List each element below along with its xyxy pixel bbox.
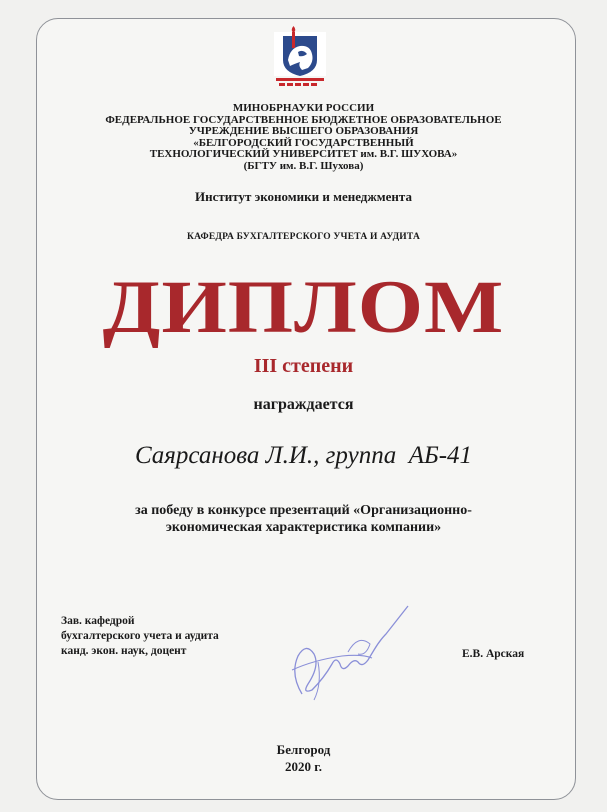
org-line-3: «БЕЛГОРОДСКИЙ ГОСУДАРСТВЕННЫЙ xyxy=(193,136,414,149)
issue-city: Белгород xyxy=(276,742,331,757)
signatory-line-3: канд. экон. наук, доцент xyxy=(61,645,187,657)
issue-place-date xyxy=(0,741,607,775)
university-logo-icon xyxy=(270,26,330,88)
institute-name: Институт экономики и менеджмента xyxy=(195,189,412,204)
awarded-label: награждается xyxy=(253,396,354,413)
org-abbrev-line: (БГТУ им. В.Г. Шухова) xyxy=(243,159,364,172)
recipient-name: Саярсанова Л.И., группа АБ-41 xyxy=(134,442,473,469)
signatory-line-2: бухгалтерского учета и аудита xyxy=(61,630,219,642)
diploma-degree: III степени xyxy=(253,355,354,377)
org-line-2: УЧРЕЖДЕНИЕ ВЫСШЕГО ОБРАЗОВАНИЯ xyxy=(188,125,419,137)
handwritten-signature xyxy=(262,604,412,702)
award-reason xyxy=(0,502,607,536)
signer-name: Е.В. Арская xyxy=(462,648,525,660)
diploma-title: ДИПЛОМ xyxy=(102,265,505,350)
reason-line-2: экономическая характеристика компании» xyxy=(165,520,442,535)
department-name: КАФЕДРА БУХГАЛТЕРСКОГО УЧЕТА И АУДИТА xyxy=(186,232,421,242)
signatory-line-1: Зав. кафедрой xyxy=(61,615,135,627)
org-line-4: ТЕХНОЛОГИЧЕСКИЙ УНИВЕРСИТЕТ им. В.Г. ШУХОВА» xyxy=(149,148,458,160)
reason-line-1: за победу в конкурсе презентаций «Организационно- xyxy=(135,503,472,518)
org-line-1: ФЕДЕРАЛЬНОЕ ГОСУДАРСТВЕННОЕ БЮДЖЕТНОЕ ОБРАЗОВАТЕЛЬНОЕ xyxy=(105,113,502,126)
organization-header xyxy=(0,103,607,172)
ministry-line: МИНОБРНАУКИ РОССИИ xyxy=(232,102,375,114)
issue-year: 2020 г. xyxy=(285,759,322,774)
signatory-title xyxy=(61,614,219,659)
